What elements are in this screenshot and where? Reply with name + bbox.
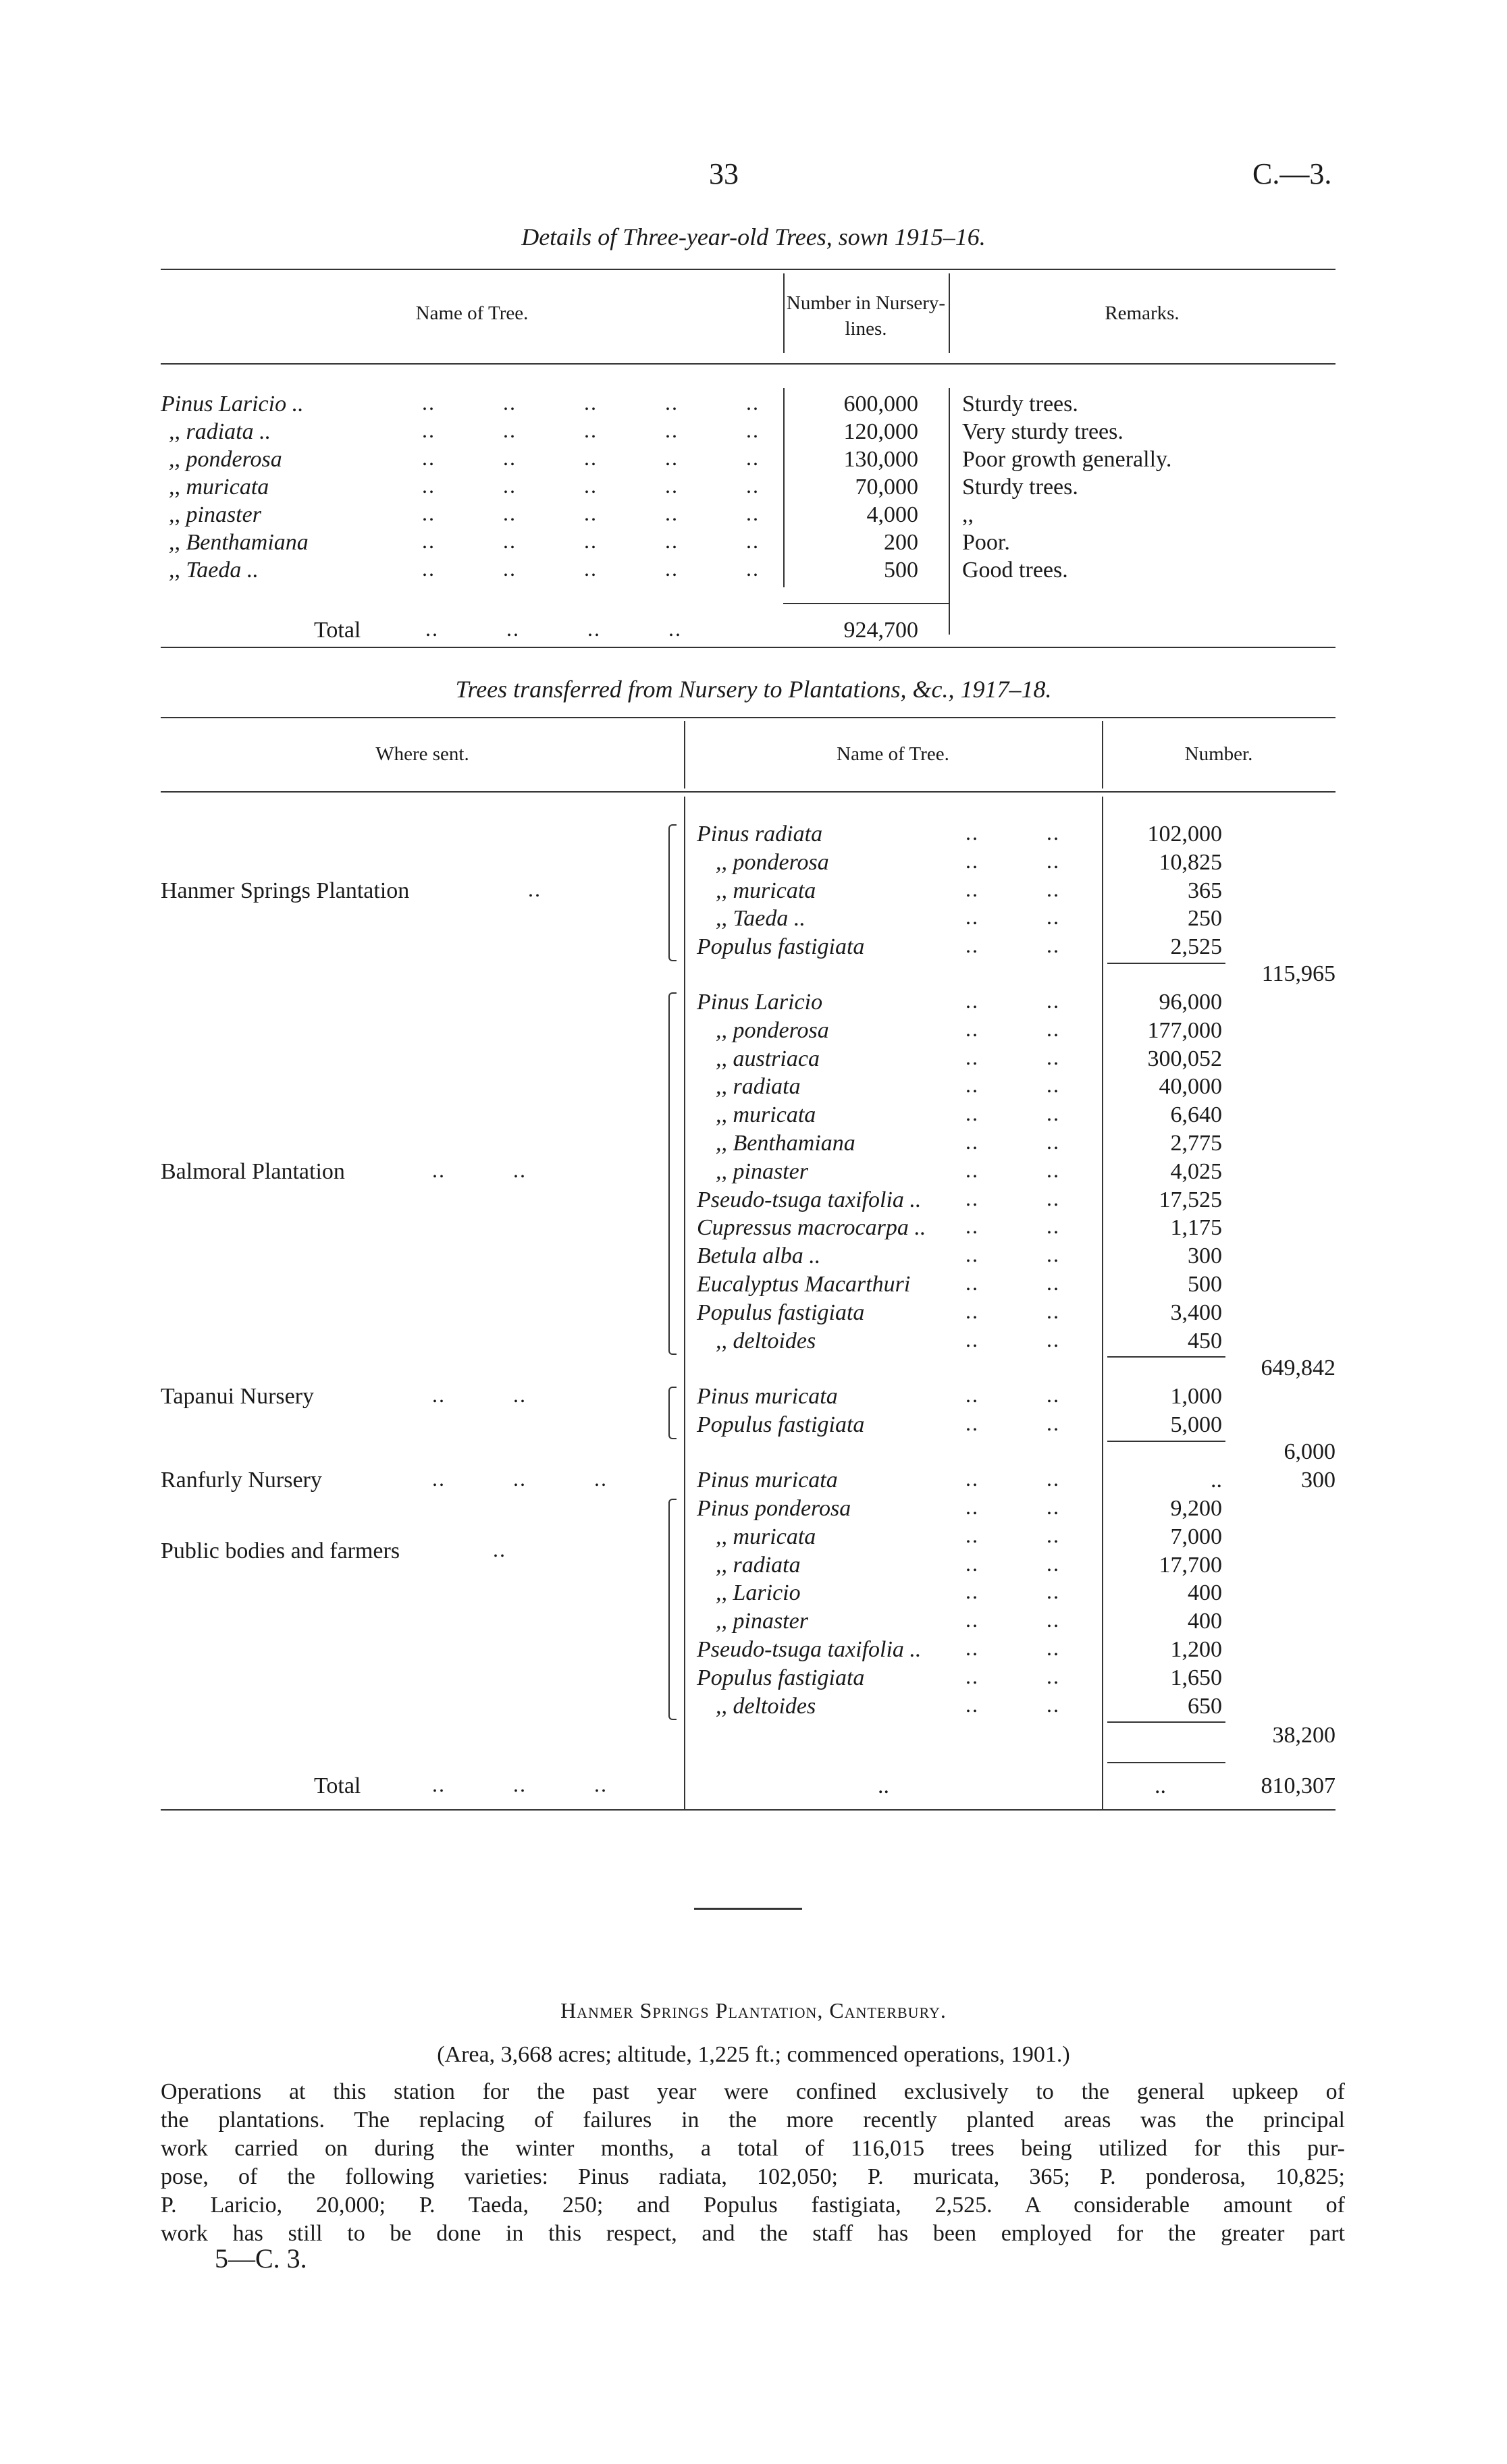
table1-row-remarks: Good trees. <box>962 558 1068 583</box>
table2-item-number: 7,000 <box>1170 1524 1222 1549</box>
table1-row-leader: .. .. .. .. .. <box>422 418 760 442</box>
table2-place-leader: .. .. <box>432 1157 527 1182</box>
table1-row-leader: .. .. .. .. .. <box>422 390 760 414</box>
section-paragraph <box>161 2078 1345 2248</box>
section-subheading: (Area, 3,668 acres; altitude, 1,225 ft.; commenced operations, 1901.) <box>437 2042 1070 2067</box>
table2-item-name: ,, muricata <box>716 878 816 903</box>
table1-row-number: 130,000 <box>843 447 918 472</box>
table2-group-brace <box>668 1387 677 1439</box>
table2-place: Hanmer Springs Plantation <box>161 878 410 903</box>
table1-row-number: 70,000 <box>855 475 918 500</box>
table2-header-where: Where sent. <box>375 743 469 765</box>
table1-row-remarks: Very sturdy trees. <box>962 419 1123 444</box>
table1-total-leader: .. .. .. .. <box>425 616 682 641</box>
table2-item-number: 2,775 <box>1170 1131 1222 1156</box>
table1-row-remarks: Poor growth generally. <box>962 447 1172 472</box>
table2-item-number: 1,650 <box>1170 1665 1222 1690</box>
table2-bottom-rule <box>161 1809 1336 1811</box>
table1-row-leader: .. .. .. .. .. <box>422 529 760 553</box>
table2-group-subtotal: 300 <box>1301 1468 1336 1493</box>
table2-item-number: 2,525 <box>1170 934 1222 960</box>
table2-item-name: Pseudo-tsuga taxifolia .. <box>697 1187 922 1212</box>
paragraph-line: the plantations. The replacing of failures in the more recently planted areas was the principal <box>161 2108 1345 2133</box>
table2-group-subtotal: 38,200 <box>1272 1723 1336 1748</box>
table2-group-subtotal: 649,842 <box>1261 1356 1336 1381</box>
table2-item-leader: .. .. <box>966 1522 1060 1547</box>
table2-item-name: Pinus muricata <box>697 1384 838 1409</box>
table2-title: Trees transferred from Nursery to Plantations, &c., 1917–18. <box>455 676 1052 703</box>
table2-item-name: Populus fastigiata <box>697 934 865 960</box>
table2-item-leader: .. .. <box>966 988 1060 1013</box>
table1-header-number: Number in Nursery-lines. <box>786 292 946 340</box>
table2-item-name: ,, ponderosa <box>716 1017 829 1043</box>
table2-item-leader: .. .. <box>966 1298 1060 1323</box>
paragraph-line: work has still to be done in this respect, and the staff has been employed for the greater part <box>161 2221 1345 2246</box>
table2-item-leader: .. .. <box>966 905 1060 930</box>
table2-item-number: 96,000 <box>1159 990 1222 1015</box>
table1-row-number: 120,000 <box>843 419 918 444</box>
table2-item-name: Populus fastigiata <box>697 1665 865 1690</box>
table2-item-name: Pseudo-tsuga taxifolia .. <box>697 1637 922 1662</box>
table2-header-rule <box>161 791 1336 793</box>
table2-item-number: 177,000 <box>1147 1017 1222 1043</box>
table1-header-remarks: Remarks. <box>1105 302 1180 324</box>
table2-item-number: 5,000 <box>1170 1412 1222 1437</box>
table2-item-leader: .. .. <box>966 1692 1060 1717</box>
table2-item-leader: .. .. <box>966 848 1060 873</box>
table2-item-name: ,, muricata <box>716 1102 816 1128</box>
table2-item-name: Pinus muricata <box>697 1468 838 1493</box>
table2-item-leader: .. .. <box>966 876 1060 901</box>
table2-item-number: 450 <box>1188 1328 1222 1354</box>
table2-item-name: Cupressus macrocarpa .. <box>697 1215 926 1241</box>
footer-signature: 5—C. 3. <box>215 2243 307 2274</box>
table2-item-name: Pinus Laricio <box>697 990 823 1015</box>
table2-total-rule <box>1107 1762 1225 1763</box>
table2-item-number: 10,825 <box>1159 849 1222 875</box>
table1-row-leader: .. .. .. .. .. <box>422 556 760 581</box>
table2-group-brace <box>668 992 677 1355</box>
table1-total-label: Total <box>314 618 361 643</box>
table2-item-name: ,, muricata <box>716 1524 816 1549</box>
table2-item-number: 17,525 <box>1159 1187 1222 1212</box>
table2-item-name: Pinus radiata <box>697 822 823 847</box>
table2-item-leader: .. .. <box>966 1579 1060 1604</box>
table2-item-number: 650 <box>1188 1693 1222 1719</box>
table2-item-leader: .. .. <box>966 1157 1060 1182</box>
table2-item-number: 4,025 <box>1170 1158 1222 1184</box>
table1-row-name: ,, radiata .. <box>169 419 271 444</box>
table2-item-number: 400 <box>1188 1609 1222 1634</box>
table1-row-remarks: Poor. <box>962 530 1010 555</box>
table1-row-name: ,, Benthamiana <box>169 530 309 555</box>
table1-row-name: ,, Taeda .. <box>169 558 259 583</box>
table2-item-name: Populus fastigiata <box>697 1300 865 1325</box>
table1-row-name: ,, muricata <box>169 475 269 500</box>
table1-row-leader: .. .. .. .. .. <box>422 501 760 525</box>
table2-item-name: Pinus ponderosa <box>697 1496 851 1521</box>
paragraph-line: Operations at this station for the past year were confined exclusively to the general upkeep of <box>161 2079 1345 2104</box>
table2-item-number: 40,000 <box>1159 1074 1222 1100</box>
table2-item-leader: .. .. <box>966 1327 1060 1351</box>
table2-total-name-dots: .. <box>878 1773 889 1798</box>
table2-total-value: 810,307 <box>1261 1773 1336 1798</box>
table1-total-rule <box>783 603 949 604</box>
table2-place: Ranfurly Nursery <box>161 1468 322 1493</box>
table2-item-name: ,, deltoides <box>716 1693 816 1719</box>
table1-row-remarks: ,, <box>962 502 974 527</box>
table2-place-leader: .. .. <box>432 1383 527 1407</box>
table1-total-value: 924,700 <box>843 618 918 643</box>
table2-item-leader: .. .. <box>966 1016 1060 1041</box>
table2-item-number: 17,700 <box>1159 1552 1222 1578</box>
table1-row-name: Pinus Laricio .. <box>161 392 304 417</box>
table2-item-name: ,, pinaster <box>716 1609 808 1634</box>
table2-group-subtotal: 115,965 <box>1261 961 1336 986</box>
table2-item-number: 1,175 <box>1170 1215 1222 1241</box>
table2-item-name: ,, ponderosa <box>716 849 829 875</box>
table2-item-name: ,, radiata <box>716 1552 801 1578</box>
table2-item-number: 3,400 <box>1170 1300 1222 1325</box>
table2-item-number: 300,052 <box>1147 1046 1222 1071</box>
table2-item-number: 9,200 <box>1170 1496 1222 1521</box>
table2-item-name: ,, radiata <box>716 1074 801 1100</box>
table2-item-number: 500 <box>1188 1272 1222 1297</box>
table2-body-divider-1 <box>684 797 685 1809</box>
table2-item-leader: .. .. <box>966 1101 1060 1126</box>
table2-total-leader: .. .. .. <box>432 1772 608 1796</box>
table2-total-label: Total <box>314 1773 361 1798</box>
table2-header-name: Name of Tree. <box>837 743 949 765</box>
table2-item-number: 250 <box>1188 906 1222 932</box>
table2-item-leader: .. .. <box>966 1466 1060 1491</box>
table2-item-leader: .. .. <box>966 1185 1060 1210</box>
table2-item-name: ,, pinaster <box>716 1158 808 1184</box>
table2-item-number: 6,640 <box>1170 1102 1222 1128</box>
table2-item-leader: .. .. <box>966 1636 1060 1660</box>
page-number: 33 <box>709 157 739 190</box>
paragraph-line: work carried on during the winter months, a total of 116,015 trees being utilized for this pur- <box>161 2136 1345 2161</box>
table1-row-remarks: Sturdy trees. <box>962 475 1078 500</box>
table2-item-name: ,, Benthamiana <box>716 1131 855 1156</box>
table1-row-leader: .. .. .. .. .. <box>422 446 760 470</box>
table2-item-name: ,, Taeda .. <box>716 906 805 932</box>
table2-item-leader: .. .. <box>966 1663 1060 1688</box>
table2-place: Balmoral Plantation <box>161 1158 345 1184</box>
table1-row-number: 500 <box>884 558 918 583</box>
table2-group-brace <box>668 1499 677 1720</box>
table1-row-number: 200 <box>884 530 918 555</box>
table1-bottom-rule <box>161 647 1336 648</box>
table2-item-name: Eucalyptus Macarthuri <box>697 1272 911 1297</box>
table2-header-number: Number. <box>1184 743 1253 765</box>
section-heading: Hanmer Springs Plantation, Canterbury. <box>560 1998 947 2023</box>
table1-title: Details of Three-year-old Trees, sown 1915–16. <box>521 223 986 250</box>
table2-place: Tapanui Nursery <box>161 1384 315 1409</box>
table2-place-leader: .. <box>432 1536 506 1561</box>
table1-header-name: Name of Tree. <box>415 302 529 324</box>
table2-group-brace <box>668 824 677 961</box>
table2-place: Public bodies and farmers <box>161 1538 400 1563</box>
table2-item-name: ,, austriaca <box>716 1046 820 1071</box>
table1-row-number: 4,000 <box>866 502 918 527</box>
table1-body-divider-1 <box>783 388 785 587</box>
table2-item-leader: .. .. <box>966 1073 1060 1098</box>
table2-item-leader: .. .. <box>966 1551 1060 1576</box>
table1-row-name: ,, ponderosa <box>169 447 282 472</box>
section-separator <box>694 1908 802 1910</box>
table2-item-number: 1,200 <box>1170 1637 1222 1662</box>
table2-item-leader: .. .. <box>966 1607 1060 1632</box>
table2-place-leader: .. .. .. <box>432 1466 608 1491</box>
table1-header-rule <box>161 363 1336 365</box>
table2-item-number: 400 <box>1188 1580 1222 1606</box>
table1-row-leader: .. .. .. .. .. <box>422 473 760 498</box>
table2-item-number: 300 <box>1188 1243 1222 1269</box>
table2-item-leader: .. .. <box>966 1383 1060 1407</box>
table1-row-number: 600,000 <box>843 392 918 417</box>
table2-item-number: 1,000 <box>1170 1384 1222 1409</box>
table2-item-leader: .. .. <box>966 1129 1060 1154</box>
table2-item-number: 102,000 <box>1147 822 1222 847</box>
table2-total-number-dots: .. <box>1155 1773 1166 1798</box>
table2-group-subtotal: 6,000 <box>1284 1439 1336 1464</box>
table1-body-divider-2 <box>949 388 950 635</box>
table2-item-leader: .. .. <box>966 933 1060 958</box>
table2-item-number: 365 <box>1188 878 1222 903</box>
table2-item-number: .. <box>1211 1468 1222 1493</box>
paragraph-line: P. Laricio, 20,000; P. Taeda, 250; and Populus fastigiata, 2,525. A considerable amount of <box>161 2193 1345 2218</box>
table1-row-name: ,, pinaster <box>169 502 261 527</box>
table2-item-leader: .. .. <box>966 1410 1060 1435</box>
table2-item-leader: .. .. <box>966 1214 1060 1239</box>
table2-item-leader: .. .. <box>966 1044 1060 1069</box>
table2-item-name: ,, Laricio <box>716 1580 801 1606</box>
table1-row-remarks: Sturdy trees. <box>962 392 1078 417</box>
table2-item-leader: .. .. <box>966 1495 1060 1519</box>
paragraph-line: pose, of the following varieties: Pinus radiata, 102,050; P. muricata, 365; P. ponderosa, 10,825; <box>161 2164 1345 2189</box>
table2-top-rule <box>161 717 1336 718</box>
table2-item-leader: .. .. <box>966 1270 1060 1295</box>
table2-item-leader: .. .. <box>966 1242 1060 1267</box>
document-reference: C.—3. <box>1252 157 1332 190</box>
table2-item-name: Betula alba .. <box>697 1243 821 1269</box>
table2-place-leader: .. <box>528 876 541 901</box>
table1-top-rule <box>161 269 1336 270</box>
table2-item-name: ,, deltoides <box>716 1328 816 1354</box>
table2-item-name: Populus fastigiata <box>697 1412 865 1437</box>
table2-item-leader: .. .. <box>966 820 1060 845</box>
table2-body-divider-2 <box>1102 797 1103 1809</box>
